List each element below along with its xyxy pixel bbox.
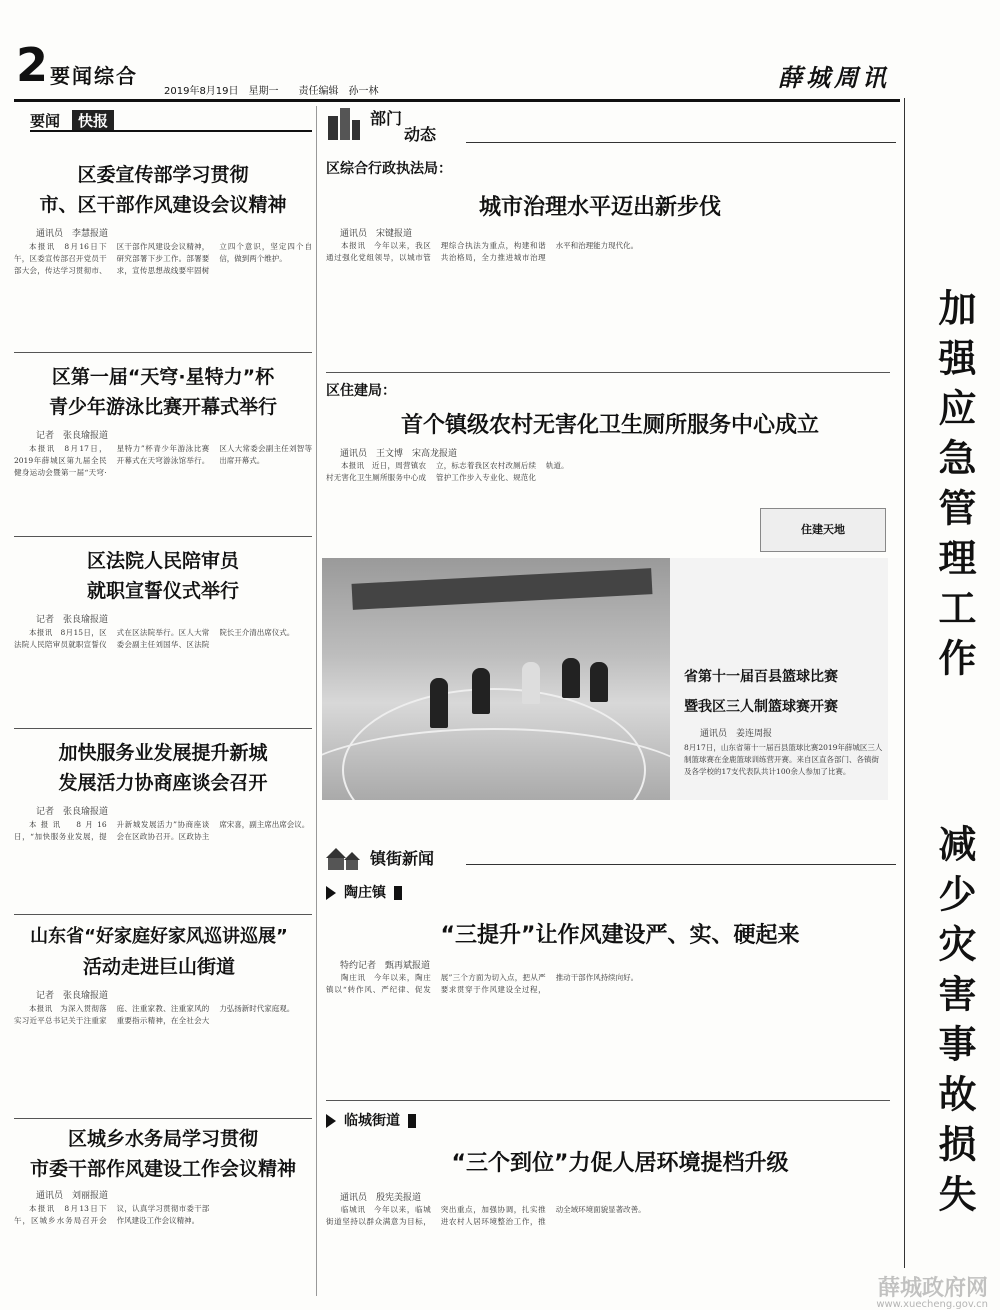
byline: 记者 张良瑜报道 xyxy=(36,615,109,625)
dept-story1-kicker: 区综合行政执法局： xyxy=(326,161,452,177)
town-news-banner: 镇街新闻 xyxy=(324,838,464,874)
section-title: 要闻综合 xyxy=(50,64,138,88)
player xyxy=(590,662,608,702)
town-story2-headline: “三个到位”力促人居环境提档升级 xyxy=(451,1151,789,1176)
news-flash-tag xyxy=(0,108,312,134)
arena-banner xyxy=(352,568,653,610)
building-icon xyxy=(324,106,364,142)
article-propaganda xyxy=(14,160,312,353)
newspaper-logo: 薛城周讯 xyxy=(778,63,890,92)
tag-label-highlight: 快报 xyxy=(72,110,114,131)
page-number: 2 xyxy=(16,38,49,92)
article-family-values xyxy=(6,922,312,1099)
town-story2-byline: 通讯员 殷宪美报道 xyxy=(340,1193,422,1203)
photo-byline: 通讯员 姜连周报 xyxy=(700,729,773,739)
dept-story2-body: 本报讯 近日，周营镇农村无害化卫生厕所服务中心成立，标志着我区农村改厕后续管护工作步入专业化、规范化轨道。 xyxy=(326,461,569,482)
headline-line-2: 市委干部作风建设工作会议精神 xyxy=(29,1158,296,1180)
headline-line-2: 青少年游泳比赛开幕式举行 xyxy=(48,396,277,418)
headline-line-1: 区委宣传部学习贯彻 xyxy=(77,164,249,186)
masthead xyxy=(0,0,1000,104)
article-body: 本报讯 8月16日下午，区委宣传部召开党员干部大会，传达学习贯彻市、区干部作风建设会议精神，研究部署下步工作。部署要求，宣传思想战线要牢固树立四个意识，坚定四个自信，做到两个维护。 xyxy=(14,242,312,275)
byline: 通讯员 刘丽报道 xyxy=(36,1191,109,1201)
town-story1-kicker: 陶庄镇 xyxy=(326,882,402,902)
article-swimming xyxy=(14,362,312,539)
dept-story2-kicker: 区住建局： xyxy=(326,383,396,399)
dept-news-banner: 部门 动态 xyxy=(324,104,464,144)
triangle-icon xyxy=(326,1114,336,1128)
byline: 记者 张良瑜报道 xyxy=(36,431,109,441)
square-icon xyxy=(408,1114,416,1128)
headline-line-1: 区城乡水务局学习贯彻 xyxy=(67,1128,258,1150)
article-service-industry xyxy=(14,738,312,919)
town-story2-kicker: 临城街道 xyxy=(326,1110,416,1130)
masthead-rule xyxy=(14,99,900,102)
slogan-line-2: 减少灾害事故损失 xyxy=(932,824,977,1224)
photo-caption-line-2: 暨我区三人制篮球赛开赛 xyxy=(684,699,838,715)
headline-line-2: 发展活力协商座谈会召开 xyxy=(58,772,268,794)
player xyxy=(562,658,580,698)
photo-caption-area xyxy=(670,558,888,800)
dept-story1-body: 本报讯 今年以来，我区通过强化党组领导，以城市管理综合执法为重点，构建和谐共治格局，全力推进城市治理水平和治理能力现代化。 xyxy=(326,241,639,262)
basketball-photo xyxy=(322,558,888,800)
slogan-line-1: 加强应急管理工作 xyxy=(932,288,977,688)
player xyxy=(430,678,448,728)
article-body: 本报讯 8月17日，2019年薛城区第九届全民健身运动会暨第一届“天穹·星特力”杯青少年游泳比赛开幕式在天穹游泳馆举行。区人大常委会副主任刘智等出席开幕式。 xyxy=(14,444,312,477)
headline-line-2: 活动走进巨山街道 xyxy=(82,956,235,978)
article-body: 本报讯 8月13日下午，区城乡水务局召开会议，认真学习贯彻市委干部作风建设工作会议精神。 xyxy=(14,1204,210,1225)
article-court xyxy=(14,546,312,731)
headline-line-1: 加快服务业发展提升新城 xyxy=(58,742,268,764)
town-story1-headline: “三提升”让作风建设严、实、硬起来 xyxy=(440,923,800,948)
village-icon xyxy=(324,842,364,872)
article-body: 本报讯 8月15日，区法院人民陪审员就职宣誓仪式在区法院举行。区人大常委会副主任刘国华、区法院院长王介清出席仪式。 xyxy=(14,628,295,649)
watermark-title: 薛城政府网 xyxy=(877,1276,988,1301)
watermark-url: www.xuecheng.gov.cn xyxy=(876,1299,988,1310)
dept-story1-byline: 通讯员 宋键报道 xyxy=(340,229,413,239)
headline-line-2: 市、区干部作风建设会议精神 xyxy=(39,194,287,216)
article-body: 本报讯 为深入贯彻落实习近平总书记关于注重家庭、注重家教、注重家风的重要指示精神，在全社会大力弘扬新时代家庭观。 xyxy=(14,1004,295,1025)
slogan-box xyxy=(904,98,993,1268)
byline: 记者 张良瑜报道 xyxy=(36,991,109,1001)
dept-story2-byline: 通讯员 王文博 宋高龙报道 xyxy=(340,449,458,459)
article-body: 本报讯 8月16日，“加快服务业发展，提升新城发展活力”协商座谈会在区政协召开。区政协主席宋喜，副主席出席会议。 xyxy=(14,820,310,841)
dept-story2-headline: 首个镇级农村无害化卫生厕所服务中心成立 xyxy=(400,413,819,438)
byline: 记者 张良瑜报道 xyxy=(36,807,109,817)
headline-line-1: 区法院人民陪审员 xyxy=(86,550,239,572)
town-story1-byline: 特约记者 甄再斌报道 xyxy=(340,961,431,971)
tag-label: 要闻 xyxy=(30,112,61,130)
square-icon xyxy=(394,886,402,900)
player xyxy=(472,668,490,714)
player xyxy=(522,662,540,704)
housing-badge: 住建天地 xyxy=(760,508,886,552)
dept-story1-headline: 城市治理水平迈出新步伐 xyxy=(478,195,721,220)
headline-line-1: 山东省“好家庭好家风巡讲巡展” xyxy=(30,926,288,947)
headline-line-2: 就职宣誓仪式举行 xyxy=(86,580,239,602)
town-story2-body: 临城讯 今年以来，临城街道坚持以群众满意为目标，突出重点，加强协调，扎实推进农村人居环境整治工作，推动全域环境面貌显著改善。 xyxy=(326,1205,646,1226)
town-story1-body: 陶庄讯 今年以来，陶庄镇以“转作风、严纪律、促发展”三个方面为切入点，把从严要求贯穿于作风建设全过程，推动干部作风持续向好。 xyxy=(326,973,639,994)
headline-line-1: 区第一届“天穹·星特力”杯 xyxy=(51,366,275,388)
date-line: 2019年8月19日 星期一 责任编辑 孙一林 xyxy=(164,86,379,97)
byline: 通讯员 李慧报道 xyxy=(36,229,109,239)
triangle-icon xyxy=(326,886,336,900)
photo-caption-line-1: 省第十一届百县篮球比赛 xyxy=(684,669,838,685)
photo-description: 8月17日，山东省第十一届百县篮球比赛2019年薛城区三人制篮球赛在金鹿篮球训练营开赛。来自区直各部门、各镇街及各学校的17支代表队共计100余人参加了比赛。 xyxy=(684,743,883,776)
article-water-affairs xyxy=(14,1124,312,1293)
